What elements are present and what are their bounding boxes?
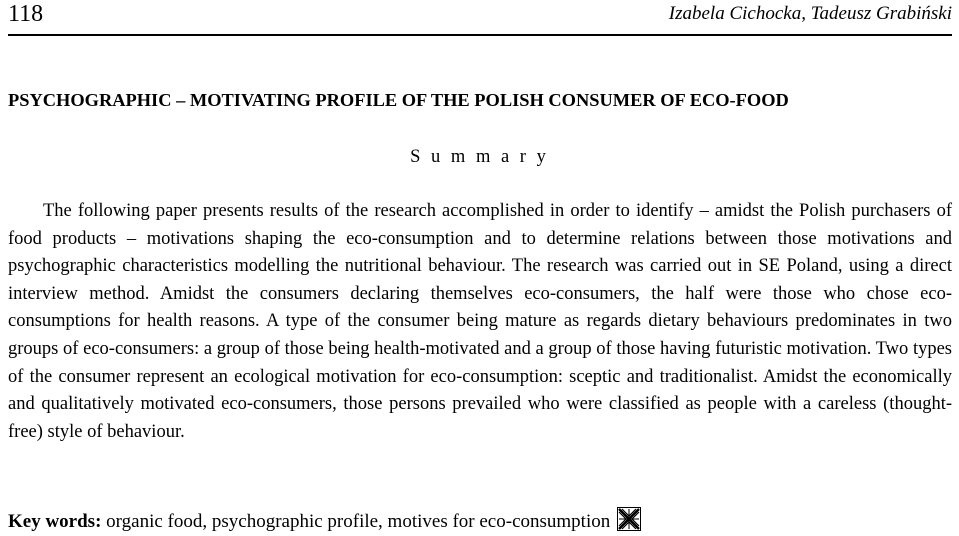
keywords-line	[8, 507, 952, 536]
running-head-authors: Izabela Cichocka, Tadeusz Grabiński	[668, 3, 952, 24]
summary-paragraph: The following paper presents results of the research accomplished in order to identify – amidst the Polish purchasers of food products – motivations shaping the eco-consumption and to determine relations between those motivations and psychographic characteristics modelling the nutritional behaviour. The research was carried out in SE Poland, using a direct interview method. Amidst the consumers declaring themselves eco-consumers, the half were those who chose eco-consumptions for health reasons. A type of the consumer being mature as regards dietary behaviours predominates in two groups of eco-consumers: a group of those being health-motivated and a group of those having futuristic motivation. Two types of the consumer represent an ecological motivation for eco-consumption: sceptic and traditionalist. Amidst the economically and qualitatively motivated eco-consumers, those persons prevailed who were classified as people with a careless (thought-free) style of behaviour.	[8, 201, 952, 442]
page-header	[8, 0, 952, 36]
article-title: PSYCHOGRAPHIC – MOTIVATING PROFILE OF THE POLISH CONSUMER OF ECO-FOOD	[8, 90, 789, 110]
keywords-label: Key words:	[8, 511, 102, 532]
page-number: 118	[8, 1, 44, 27]
ornamental-end-mark-icon	[617, 507, 641, 536]
keywords-text: organic food, psychographic profile, motives for eco-consumption	[106, 511, 611, 532]
summary-heading: S u m m a r y	[410, 147, 549, 167]
